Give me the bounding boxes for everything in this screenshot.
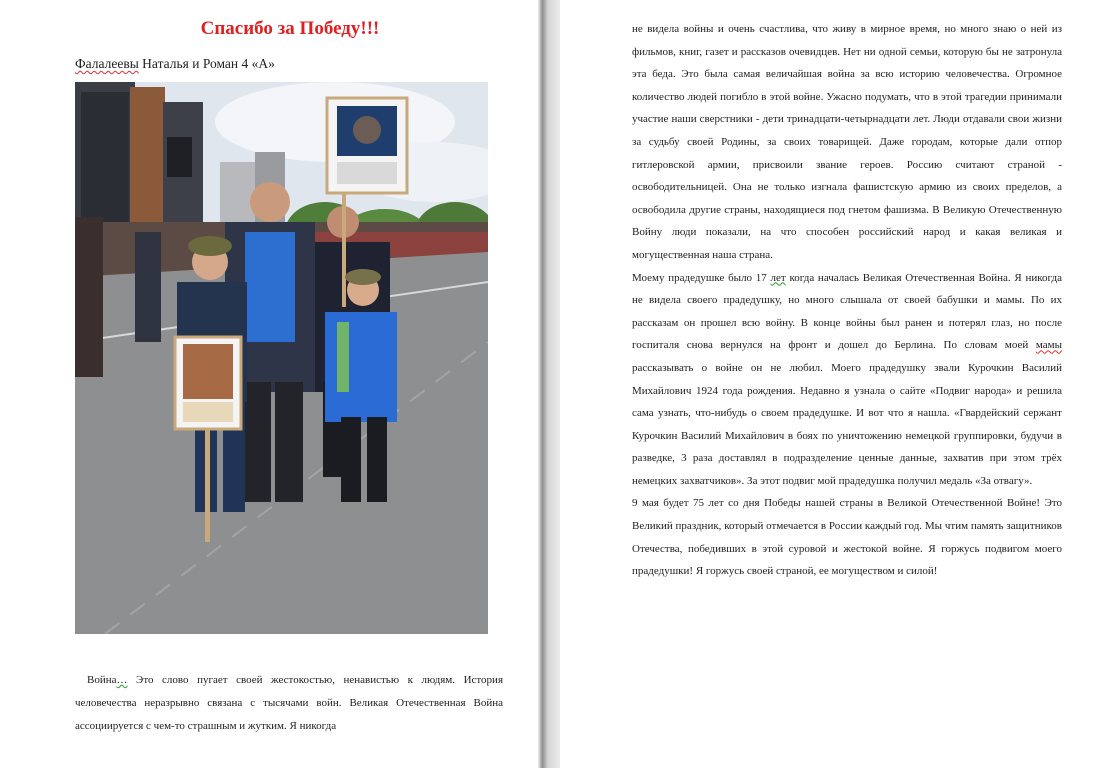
p2-flag-mamy: мамы xyxy=(1035,339,1062,352)
body-lead-word: Война xyxy=(87,674,117,686)
paragraph-victory-day: 9 мая будет 75 лет со дня Победы нашей страны в Великой Отечественной Войне! Это Великий праздник, который отмечается в России каждый год. Мы чтим память защитников Отечества, победивших в этой суровой и жестокой войне. Я горжусь подвигом моего прадедушки! Я горжусь своей страной, ее могуществом и силой! xyxy=(632,497,1062,578)
authors-names: Наталья и Роман 4 «А» xyxy=(138,56,275,71)
paragraph-great-grandfather xyxy=(632,267,1062,493)
body-ellipsis: … xyxy=(116,674,128,686)
left-page xyxy=(0,0,538,768)
p2-text-a: Моему прадедушке было 17 xyxy=(632,271,771,284)
p2-flag-let: лет xyxy=(770,271,786,284)
parade-photo xyxy=(75,82,488,634)
parade-photo-illustration xyxy=(75,82,488,634)
p2-text-b: когда началась Великая Отечественная Война. Я никогда не видела своего прадедушку, но много слышала от своей бабушки и мамы. По их рассказам он прошел всю войну. В конце войны был ранен и потерял глаз, но после госпиталя снова вернулся на фронт и дошел до Берлина. По словам моей xyxy=(632,271,1062,352)
paragraph-war-memory: не видела войны и очень счастлива, что живу в мирное время, но много знаю о ней из фильмов, книг, газет и рассказов очевидцев. Нет ни одной семьи, которую бы не затронула эта беда. Это была самая величайшая война за всю историю человечества. Огромное количество людей погибло в этой войне. Ужасно подумать, что в этой трагедии принимали участие наши сверстники - дети тринадцати-четырнадцати лет. Люди отдавали свои жизни за судьбу своей Родины, за своих товарищей. Даже городам, которые дали отпор гитлеровской армии, присвоили звание героев. Россию считают страной - освободительницей. Она не только изгнала фашистскую армию из своих пределов, а освободила другие страны, находящиеся под гнетом фашизма. В Великую Отечественную Войну люди показали, на что способен российский народ и какая великая и могущественная наша страна. xyxy=(632,23,1062,261)
right-page xyxy=(560,0,1095,768)
document-title: Спасибо за Победу!!! xyxy=(200,18,380,39)
body-text-left: Это слово пугает своей жестокостью, ненавистью к людям. История человечества неразрывно связана с тысячами войн. Великая Отечественная Война ассоциируется с чем-то страшным и жутким. Я никогда xyxy=(75,674,503,732)
page-separator xyxy=(538,0,560,768)
authors-surname: Фалалеевы xyxy=(75,56,139,71)
authors-line xyxy=(75,56,275,72)
right-page-body xyxy=(632,18,1062,583)
p2-text-c: рассказывать о войне он не любил. Моего прадедушку звали Курочкин Василий Михайлович 1924 года рождения. Недавно я узнала о сайте «Подвиг народа» и решила сама узнать, что-нибудь о своем прадедушке. И вот что я нашла. «Гвардейский сержант Курочкин Василий Михайлович в боях по уничтожению немецкой группировки, будучи в разведке, 3 раза доставлял в подразделение ценные данные, захватив при этом трёх немецких захватчиков». За этот подвиг мой прадедушка получил медаль «За отвагу». xyxy=(632,361,1062,487)
left-page-body xyxy=(75,669,503,738)
